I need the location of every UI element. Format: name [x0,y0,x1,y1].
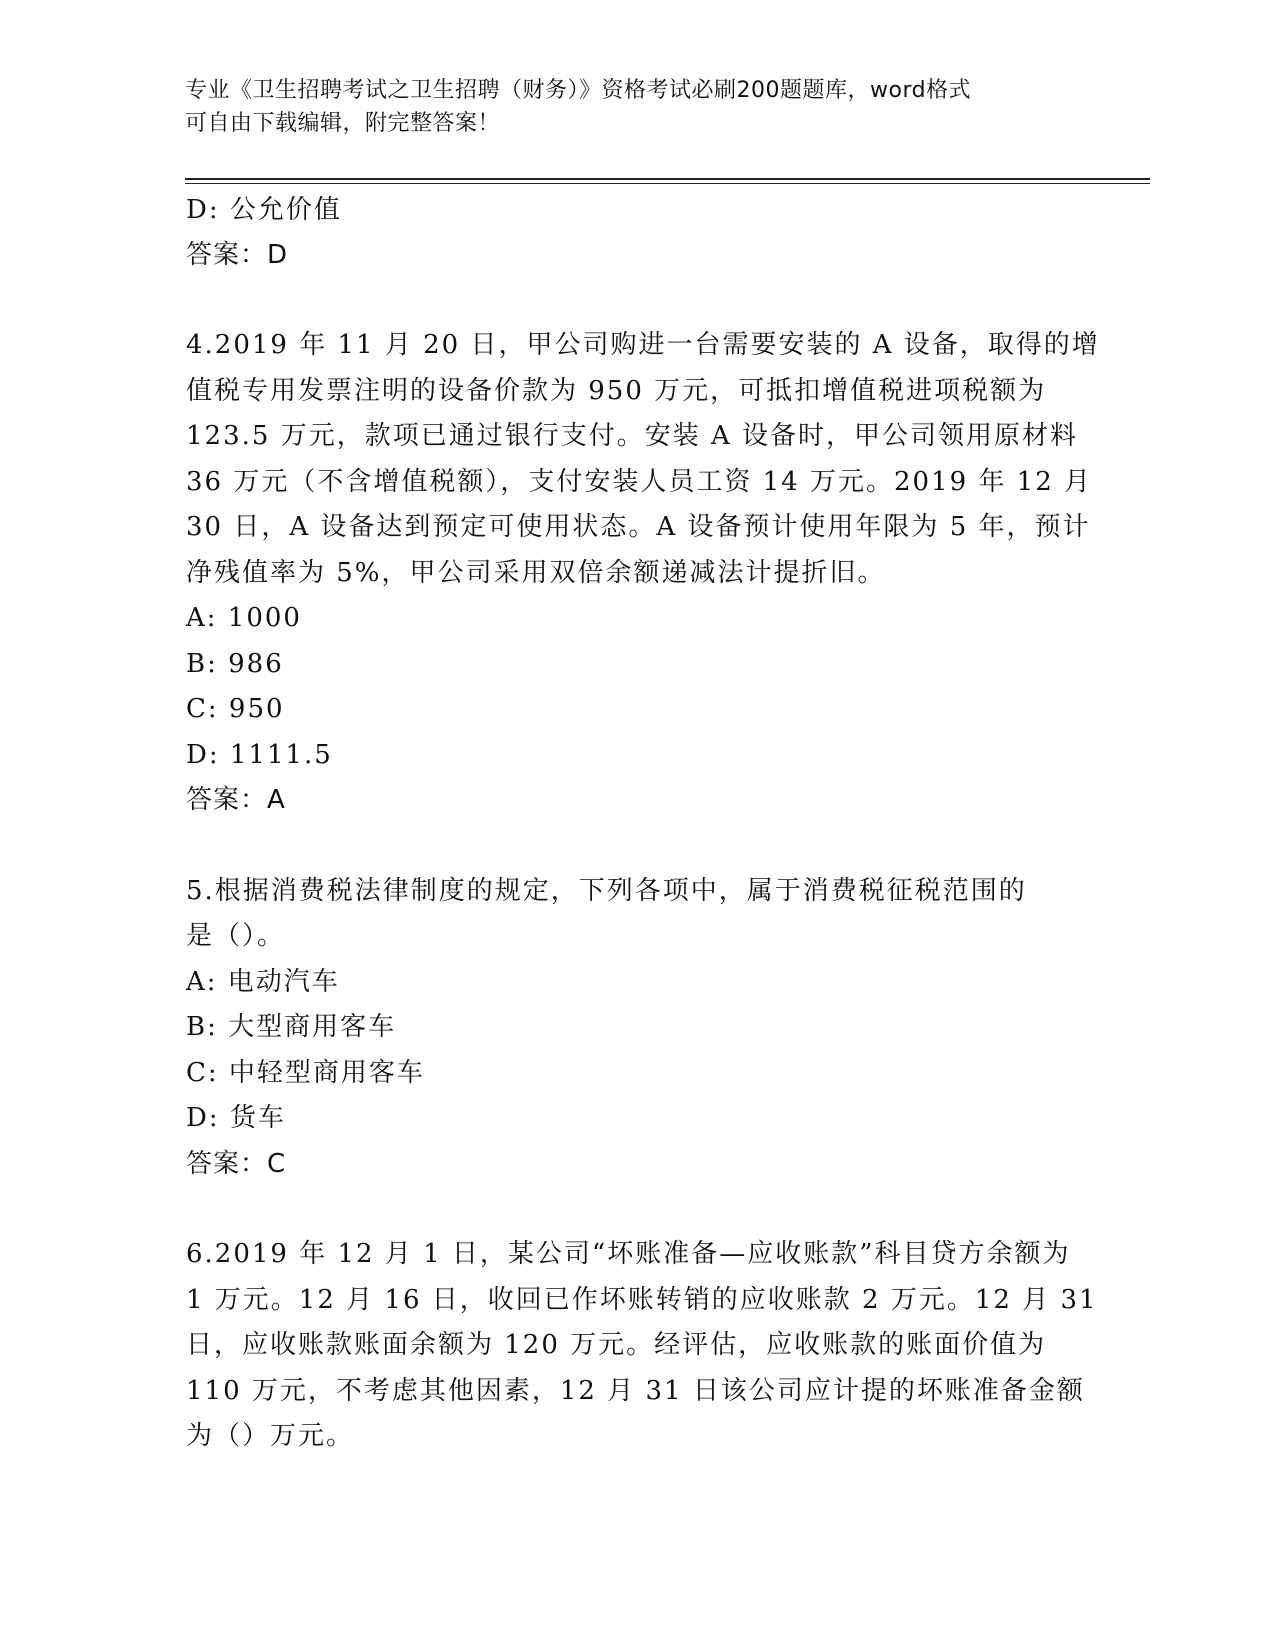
question-text-line: 4.2019 年 11 月 20 日，甲公司购进一台需要安装的 A 设备，取得的增 [186,330,1100,360]
question-text-line: 110 万元，不考虑其他因素，12 月 31 日该公司应计提的坏账准备金额 [186,1375,1085,1406]
question-text-line: 净残值率为 5%，甲公司采用双倍余额递减法计提折旧。 [186,557,886,588]
option-d: D: 1111.5 [186,739,333,770]
spacer [186,278,1086,323]
spacer [186,824,1086,869]
header-rule-thin [185,183,1150,184]
option-c: C: 950 [186,694,285,724]
spacer [186,1187,1086,1232]
header-line-2: 可自由下载编辑，附完整答案！ [185,111,501,136]
question-text-line: 36 万元（不含增值税额），支付安装人员工资 14 万元。2019 年 12 月 [186,466,1093,497]
answer: 答案：C [186,1148,287,1179]
header-line-1: 专业《卫生招聘考试之卫生招聘（财务）》资格考试必刷200题题库，word格式 [185,78,972,103]
question-5 [186,869,1086,1188]
question-text-line: 是（）。 [186,921,286,951]
page-header [185,74,1065,140]
option-b: B: 986 [186,648,284,679]
header-rule-thick [185,178,1150,180]
question-text-line: 值税专用发票注明的设备价款为 950 万元，可抵扣增值税进项税额为 [186,375,1047,406]
question-4 [186,323,1100,824]
question-text-line: 1 万元。12 月 16 日，收回已作坏账转销的应收账款 2 万元。12 月 31 [186,1284,1098,1315]
option-a: A: 电动汽车 [186,966,340,997]
option-b: B: 大型商用客车 [186,1012,397,1042]
question-text-line: 123.5 万元，款项已通过银行支付。安装 A 设备时，甲公司领用原材料 [186,421,1079,451]
document-body [186,188,1100,1460]
question-6 [186,1232,1098,1460]
question-text-line: 日，应收账款账面余额为 120 万元。经评估，应收账款的账面价值为 [186,1330,1047,1360]
answer: 答案：D [186,240,289,270]
question-text-line: 6.2019 年 12 月 1 日，某公司“坏账准备—应收账款”科目贷方余额为 [186,1239,1071,1269]
question-text-line: 5.根据消费税法律制度的规定，下列各项中，属于消费税征税范围的 [186,875,1027,906]
option-c: C: 中轻型商用客车 [186,1057,425,1088]
question-3-tail [186,188,1086,278]
option-d: D: 货车 [186,1103,286,1133]
option-d: D: 公允价值 [186,195,342,225]
answer: 答案：A [186,785,286,815]
question-text-line: 30 日，A 设备达到预定可使用状态。A 设备预计使用年限为 5 年，预计 [186,512,1091,542]
question-text-line: 为（）万元。 [186,1421,355,1451]
option-a: A: 1000 [186,603,302,633]
